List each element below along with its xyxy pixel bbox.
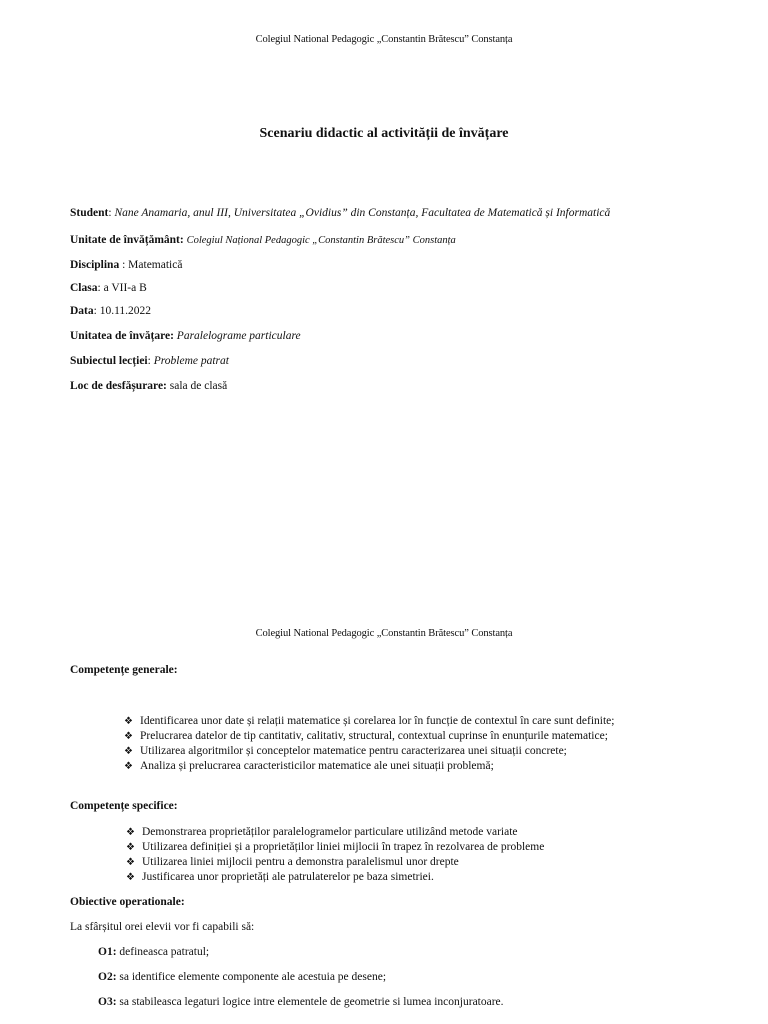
field-label: Unitatea de învățare: [70, 330, 174, 342]
field-subiectul-lectiei [70, 355, 229, 367]
field-unitatea-invatare [70, 330, 301, 342]
field-value: Colegiul Național Pedagogic „Constantin Brătescu” Constanța [186, 235, 456, 246]
diamond-bullet-icon: ❖ [124, 761, 133, 772]
list-item-text: Utilizarea algoritmilor și conceptelor matematice pentru caracterizarea unei situații concrete; [140, 745, 567, 757]
objective-code: O3: [98, 996, 117, 1008]
section-heading-obiective: Obiective operationale: [70, 896, 185, 908]
field-value: Nane Anamaria, anul III, Universitatea „Ovidius” din Constanța, Facultatea de Matematică și Informatică [114, 207, 611, 219]
field-label: Clasa [70, 282, 98, 294]
objective-text: sa identifice elemente componente ale acestuia pe desene; [119, 971, 387, 983]
section-heading-competente-generale: Competențe generale: [70, 664, 178, 676]
list-item [124, 714, 614, 729]
field-label: Data [70, 305, 94, 317]
diamond-bullet-icon: ❖ [124, 716, 133, 727]
field-separator: : [97, 282, 104, 294]
list-item [126, 825, 544, 840]
field-separator: : [147, 355, 154, 367]
field-value: 10.11.2022 [99, 305, 152, 317]
competente-specifice-list [126, 825, 544, 885]
field-value: Probleme patrat [153, 355, 229, 367]
field-label: Student [70, 207, 109, 219]
list-item [124, 759, 614, 774]
objective-item [98, 946, 209, 958]
competente-generale-list [124, 714, 614, 774]
list-item-text: Demonstrarea proprietăților paralelogramelor particulare utilizând metode variate [142, 826, 518, 838]
objective-code: O1: [98, 946, 117, 958]
field-value: Paralelograme particulare [176, 330, 301, 342]
diamond-bullet-icon: ❖ [126, 842, 135, 853]
document-title: Scenariu didactic al activității de învățare [259, 126, 509, 141]
field-label: Disciplina [70, 259, 120, 271]
list-item-text: Justificarea unor proprietăți ale patrulaterelor pe baza simetriei. [142, 871, 434, 883]
diamond-bullet-icon: ❖ [124, 731, 133, 742]
diamond-bullet-icon: ❖ [126, 827, 135, 838]
list-item-text: Utilizarea definiției și a proprietăților liniei mijlocii în trapez în rezolvarea de probleme [142, 841, 545, 853]
field-disciplina [70, 259, 182, 271]
field-separator: : [108, 207, 115, 219]
field-student [70, 207, 610, 219]
objective-code: O2: [98, 971, 117, 983]
page-header: Colegiul National Pedagogic „Constantin Brătescu” Constanța [255, 34, 513, 45]
field-label: Unitate de învățământ: [70, 234, 184, 246]
list-item [124, 729, 614, 744]
list-item-text: Identificarea unor date și relații matematice și corelarea lor în funcție de contextul în care sunt definite; [140, 715, 615, 727]
field-data [70, 305, 151, 317]
section-heading-competente-specifice: Competențe specifice: [70, 800, 178, 812]
field-separator: : [119, 259, 129, 271]
page-header: Colegiul National Pedagogic „Constantin Brătescu” Constanța [255, 628, 513, 639]
field-unitate-invatamant [70, 234, 456, 246]
field-clasa [70, 282, 147, 294]
field-value: sala de clasă [169, 380, 228, 392]
list-item [126, 855, 544, 870]
field-separator: : [93, 305, 100, 317]
field-label: Loc de desfășurare: [70, 380, 167, 392]
objective-item [98, 996, 504, 1008]
field-value: a VII-a B [103, 282, 147, 294]
obiective-intro: La sfârșitul orei elevii vor fi capabili să: [70, 921, 255, 933]
diamond-bullet-icon: ❖ [124, 746, 133, 757]
field-loc-desfasurare [70, 380, 227, 392]
field-label: Subiectul lecției [70, 355, 148, 367]
field-value: Matematică [128, 259, 183, 271]
list-item [126, 840, 544, 855]
objective-text: defineasca patratul; [119, 946, 210, 958]
list-item-text: Analiza și prelucrarea caracteristicilor matematice ale unei situații problemă; [140, 760, 494, 772]
objective-text: sa stabileasca legaturi logice intre elementele de geometrie si lumea inconjuratoare. [119, 996, 504, 1008]
list-item-text: Utilizarea liniei mijlocii pentru a demonstra paralelismul unor drepte [142, 856, 459, 868]
objective-item [98, 971, 386, 983]
list-item [126, 870, 544, 885]
list-item-text: Prelucrarea datelor de tip cantitativ, calitativ, structural, contextual cuprinse în enunțurile matematice; [140, 730, 608, 742]
diamond-bullet-icon: ❖ [126, 857, 135, 868]
diamond-bullet-icon: ❖ [126, 872, 135, 883]
list-item [124, 744, 614, 759]
